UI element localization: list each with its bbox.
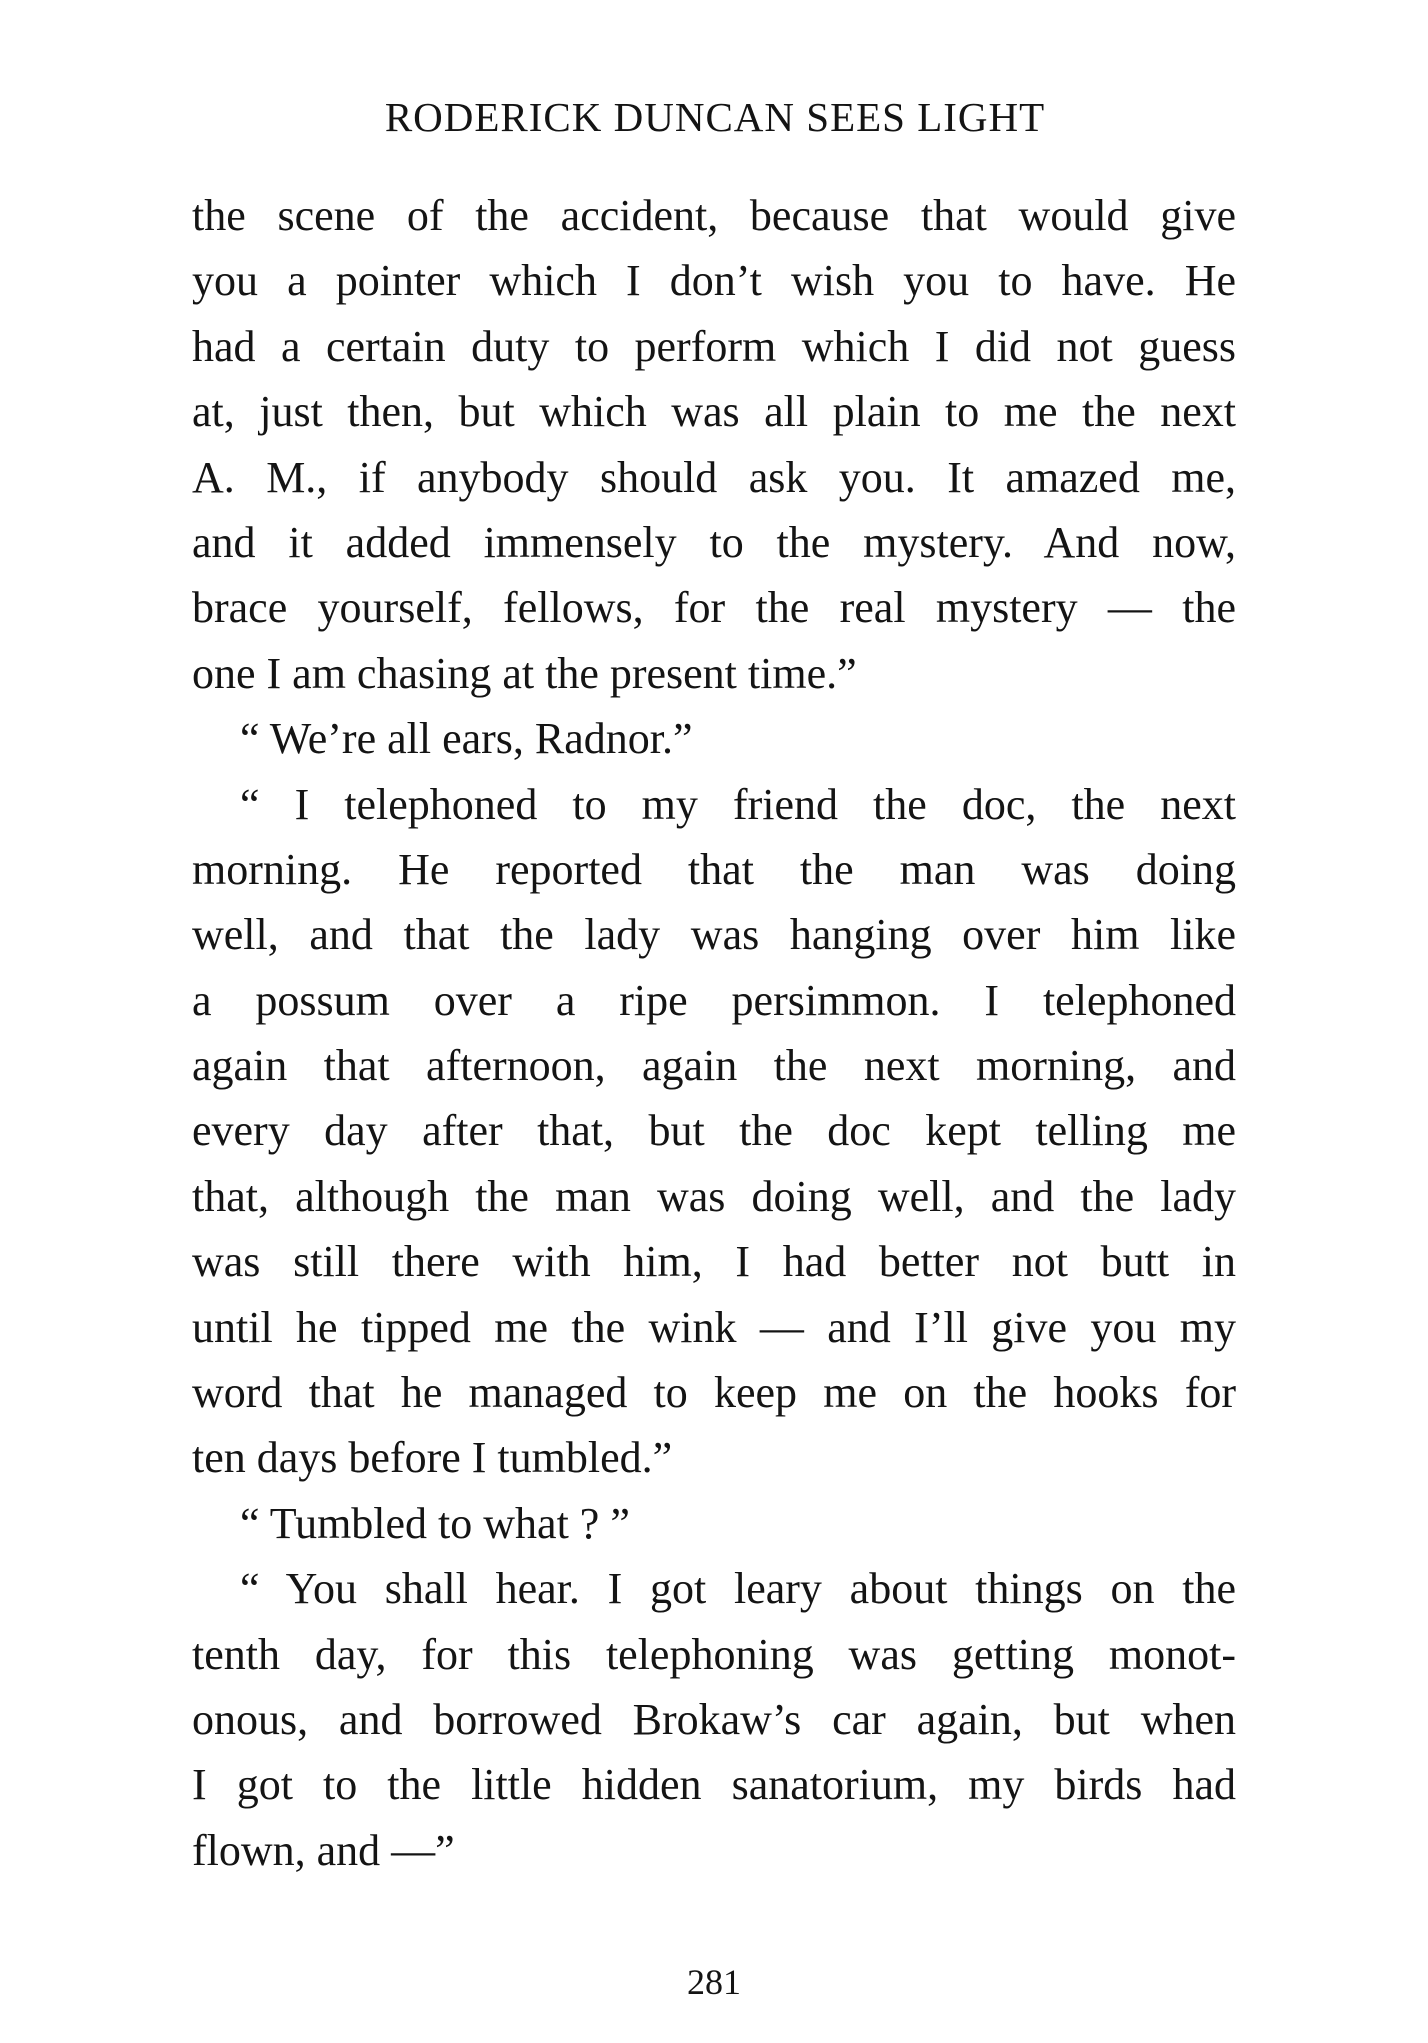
text-line: every day after that, but the doc kept telling me bbox=[192, 1106, 1236, 1156]
text-line: one I am chasing at the present time.” bbox=[192, 648, 857, 698]
text-line: morning. He reported that the man was doing bbox=[192, 844, 1236, 894]
text-line: “ I telephoned to my friend the doc, the next bbox=[240, 779, 1236, 829]
text-line: well, and that the lady was hanging over him like bbox=[192, 910, 1236, 960]
text-line: word that he managed to keep me on the hooks for bbox=[192, 1368, 1236, 1418]
text-line: until he tipped me the wink — and I’ll give you my bbox=[192, 1302, 1236, 1352]
text-line: flown, and —” bbox=[192, 1825, 455, 1875]
text-line: onous, and borrowed Brokaw’s car again, but when bbox=[192, 1694, 1236, 1744]
page-number: 281 bbox=[687, 1962, 741, 2002]
text-line: that, although the man was doing well, and the lady bbox=[192, 1171, 1236, 1221]
text-line: a possum over a ripe persimmon. I telephoned bbox=[192, 975, 1236, 1025]
text-line: “ You shall hear. I got leary about things on the bbox=[240, 1564, 1236, 1614]
text-line: was still there with him, I had better not butt in bbox=[192, 1237, 1236, 1287]
text-line: you a pointer which I don’t wish you to have. He bbox=[192, 256, 1236, 306]
text-line: tenth day, for this telephoning was getting monot- bbox=[192, 1629, 1236, 1679]
text-line: A. M., if anybody should ask you. It amazed me, bbox=[192, 452, 1236, 502]
text-line: again that afternoon, again the next morning, and bbox=[192, 1041, 1236, 1091]
body-text bbox=[192, 183, 1236, 1883]
text-line: “ Tumbled to what ? ” bbox=[240, 1498, 630, 1548]
text-line: “ We’re all ears, Radnor.” bbox=[240, 714, 693, 764]
text-line: the scene of the accident, because that would give bbox=[192, 191, 1236, 240]
text-line: at, just then, but which was all plain to me the next bbox=[192, 387, 1236, 437]
text-line: ten days before I tumbled.” bbox=[192, 1433, 673, 1483]
text-line: had a certain duty to perform which I did not guess bbox=[192, 321, 1236, 371]
running-head: RODERICK DUNCAN SEES LIGHT bbox=[384, 94, 1046, 140]
text-line: and it added immensely to the mystery. And now, bbox=[192, 517, 1236, 567]
text-line: brace yourself, fellows, for the real mystery — the bbox=[192, 583, 1236, 633]
text-line: I got to the little hidden sanatorium, my birds had bbox=[192, 1760, 1236, 1810]
